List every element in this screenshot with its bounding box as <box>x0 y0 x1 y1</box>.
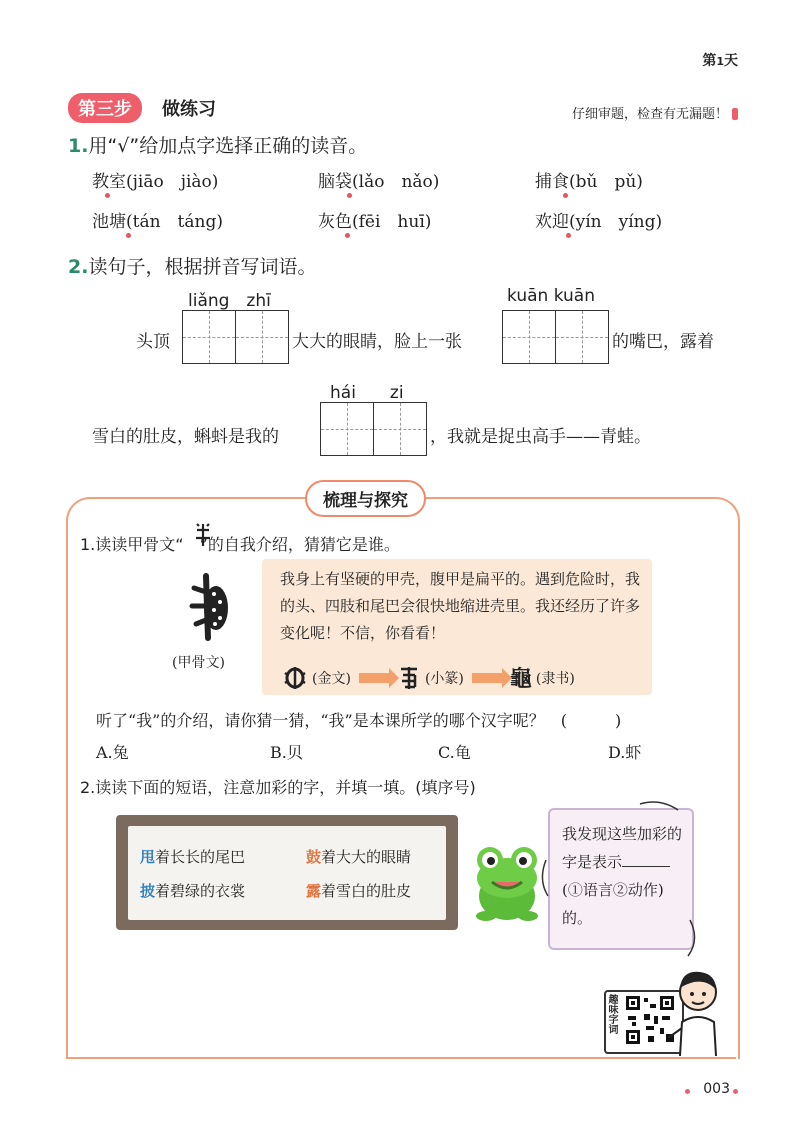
pinyin-hint: hái zi <box>330 383 404 403</box>
pinyin-hint: liǎng zhī <box>188 291 271 311</box>
evolution-label: (隶书) <box>535 670 575 687</box>
step-badge: 第三步 <box>68 93 142 123</box>
sentence-text: ，我就是捉虫高手——青蛙。 <box>430 427 651 447</box>
oracle-turtle-icon <box>193 522 213 548</box>
question-text: 用“√”给加点字选择正确的读音。 <box>88 135 368 157</box>
question-number: 1. <box>68 135 89 157</box>
emphasis-dot-icon <box>347 193 352 198</box>
page-dot-icon <box>685 1089 690 1094</box>
emphasis-dot-icon <box>126 233 131 238</box>
guess-question: 听了“我”的介绍，请你猜一猜，“我”是本课所学的哪个汉字呢？ ( ) <box>96 711 622 730</box>
page-dot-icon <box>733 1089 738 1094</box>
section-title: 梳理与探究 <box>305 480 426 517</box>
reading-item[interactable]: 欢迎(yín yíng) <box>535 212 663 232</box>
oracle-turtle-icon <box>186 572 232 642</box>
subquestion-2: 2.读读下面的短语，注意加彩的字，并填一填。(填序号) <box>80 778 476 797</box>
intro-text: 我身上有坚硬的甲壳，腹甲是扁平的。遇到危险时，我的头、四肢和尾巴会很快地缩进壳里。我还经历了许多变化呢！不信，你看看！ <box>280 570 641 642</box>
option-a[interactable]: A.兔 <box>96 743 129 762</box>
writing-grid[interactable] <box>320 402 427 456</box>
doodle-curl-icon <box>540 800 700 960</box>
step-title: 做练习 <box>162 99 216 120</box>
question-text: 读句子，根据拼音写词语。 <box>88 256 317 278</box>
qr-label: 趣味字词 <box>606 994 617 1034</box>
phrase-board-inner <box>128 826 446 920</box>
option-d[interactable]: D.虾 <box>608 743 642 762</box>
reading-item[interactable]: 脑袋(lǎo nǎo) <box>318 172 440 192</box>
sentence-text: 头顶 <box>136 332 170 352</box>
reading-item[interactable]: 池塘(tán táng) <box>92 212 223 232</box>
writing-grid[interactable] <box>182 310 289 364</box>
question-2 <box>68 252 316 279</box>
evolution-label: (小篆) <box>424 670 464 687</box>
discovery-text: 我发现这些加彩的字是表示(①语言②动作)的。 <box>562 825 683 927</box>
sentence-text: 的嘴巴，露着 <box>612 332 714 352</box>
sentence-text: 大大的眼睛，脸上一张 <box>292 332 462 352</box>
option-b[interactable]: B.贝 <box>270 743 303 762</box>
emphasis-dot-icon <box>345 233 350 238</box>
tip-mark-icon <box>732 108 738 120</box>
clerical-turtle-glyph: 龜 <box>509 666 532 692</box>
phrase-item: 甩着长长的尾巴 <box>140 848 246 866</box>
reading-item[interactable]: 灰色(fēi huī) <box>318 212 432 232</box>
boy-mascot-icon <box>668 968 724 1058</box>
arrow-right-icon <box>359 673 389 683</box>
oracle-label: (甲骨文) <box>172 655 225 671</box>
sentence-text: 雪白的肚皮，蝌蚪是我的 <box>92 427 279 447</box>
section-divider <box>66 1057 736 1059</box>
pinyin-hint: kuān kuān <box>507 286 595 306</box>
seal-turtle-icon <box>397 665 421 691</box>
tip-text: 仔细审题，检查有无漏题！ <box>571 107 728 122</box>
question-number: 2. <box>68 256 89 278</box>
page-number: 003 <box>703 1081 730 1097</box>
day-label: 第1天 <box>702 53 738 69</box>
question-1 <box>68 131 367 158</box>
phrase-item: 披着碧绿的衣裳 <box>140 882 246 900</box>
reading-item[interactable]: 教室(jiāo jiào) <box>92 172 219 192</box>
emphasis-dot-icon <box>563 193 568 198</box>
phrase-item: 鼓着大大的眼睛 <box>306 848 412 866</box>
writing-grid[interactable] <box>502 310 609 364</box>
frog-icon <box>468 838 546 924</box>
bronze-turtle-icon <box>282 665 308 691</box>
script-evolution <box>282 662 575 693</box>
evolution-label: (金文) <box>312 670 351 687</box>
emphasis-dot-icon <box>105 193 110 198</box>
arrow-right-icon <box>472 673 502 683</box>
option-c[interactable]: C.龟 <box>438 743 471 762</box>
subquestion-1: 1.读读甲骨文“ ”的自我介绍，猜猜它是谁。 <box>80 535 400 554</box>
phrase-item: 露着雪白的肚皮 <box>306 882 412 900</box>
reading-item[interactable]: 捕食(bǔ pǔ) <box>535 172 643 192</box>
emphasis-dot-icon <box>566 233 571 238</box>
